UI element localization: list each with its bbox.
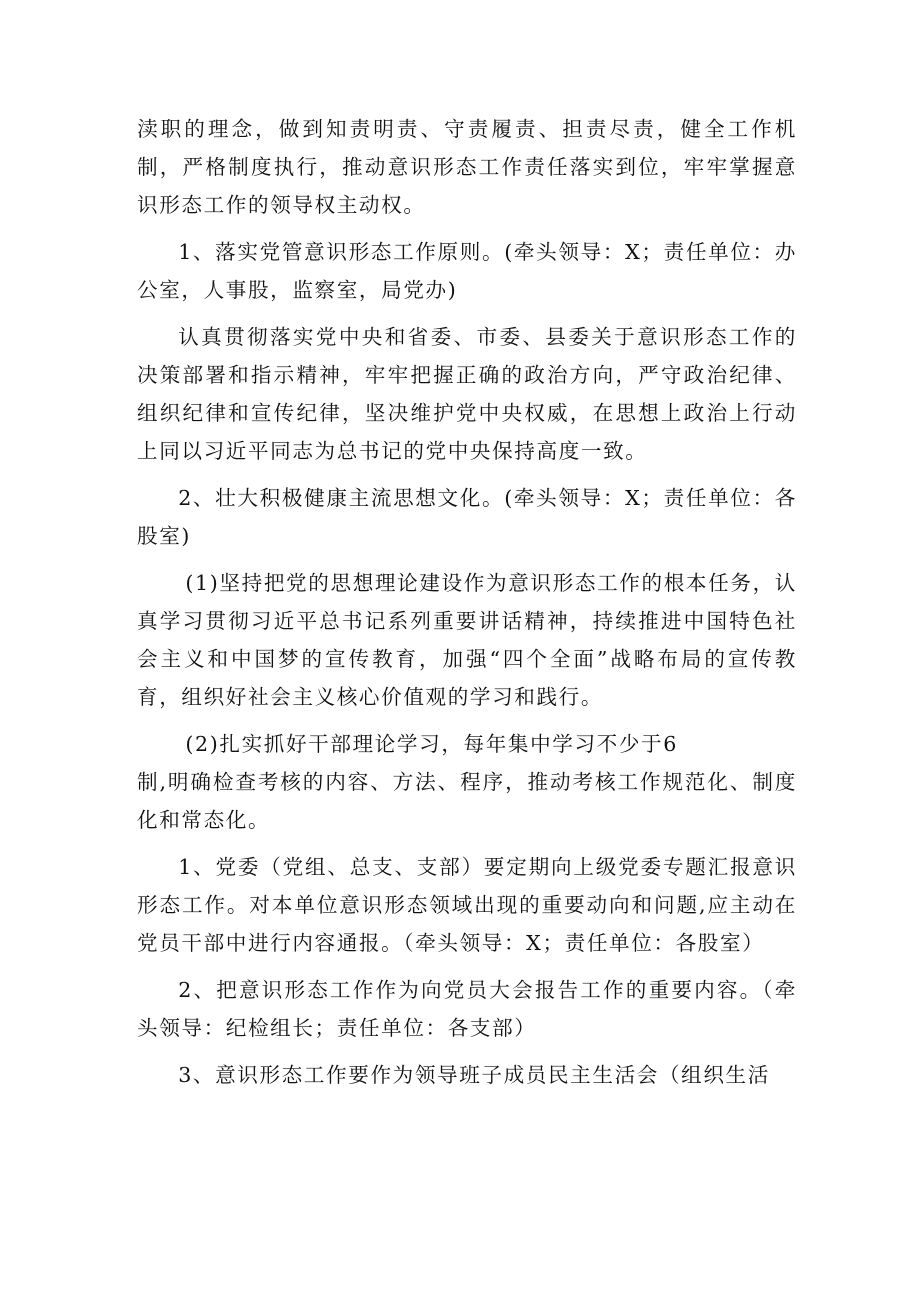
paragraph-subitem-2: (2)扎实抓好干部理论学习，每年集中学习不少于6 <box>185 732 678 756</box>
paragraph-report-item-3: 3、意识形态工作要作为领导班子成员民主生活会（组织生活 <box>178 1063 770 1087</box>
paragraph-fragment: 制,明确检查考核的内容、方法、程序，推动考核工作规范化、制度化和常态化。 <box>137 770 797 832</box>
paragraph-subitem-1: (1)坚持把党的思想理论建设作为意识形态工作的根本任务，认真学习贯彻习近平总书记系列重要讲话精神，持续推进中国特色社会主义和中国梦的宣传教育，加强“四个全面”战略布局的宣传教育，组织好社会主义核心价值观的学习和践行。 <box>137 571 797 709</box>
paragraph-item-1-principle: 1、落实党管意识形态工作原则。(牵头领导：X；责任单位：办公室，人事股，监察室，局党办) <box>137 240 797 302</box>
paragraph-item-2-culture: 2、壮大积极健康主流思想文化。(牵头领导：X；责任单位：各股室) <box>137 486 797 548</box>
paragraph-report-item-1: 1、党委（党组、总支、支部）要定期向上级党委专题汇报意识形态工作。对本单位意识形态领域出现的重要动向和问题,应主动在党员干部中进行内容通报。（牵头领导：X；责任单位：各股室） <box>137 855 797 955</box>
paragraph-report-item-2: 2、把意识形态工作作为向党员大会报告工作的重要内容。（牵头领导：纪检组长；责任单位：各支部） <box>137 978 797 1040</box>
paragraph-continuation: 渎职的理念，做到知责明责、守责履责、担责尽责，健全工作机制，严格制度执行，推动意识形态工作责任落实到位，牢牢掌握意识形态工作的领导权主动权。 <box>137 117 797 217</box>
document-body <box>137 110 797 1103</box>
paragraph-implementation: 认真贯彻落实党中央和省委、市委、县委关于意识形态工作的决策部署和指示精神，牢牢把握正确的政治方向，严守政治纪律、组织纪律和宣传纪律，坚决维护党中央权威，在思想上政治上行动上同以习近平同志为总书记的党中央保持高度一致。 <box>137 325 797 463</box>
